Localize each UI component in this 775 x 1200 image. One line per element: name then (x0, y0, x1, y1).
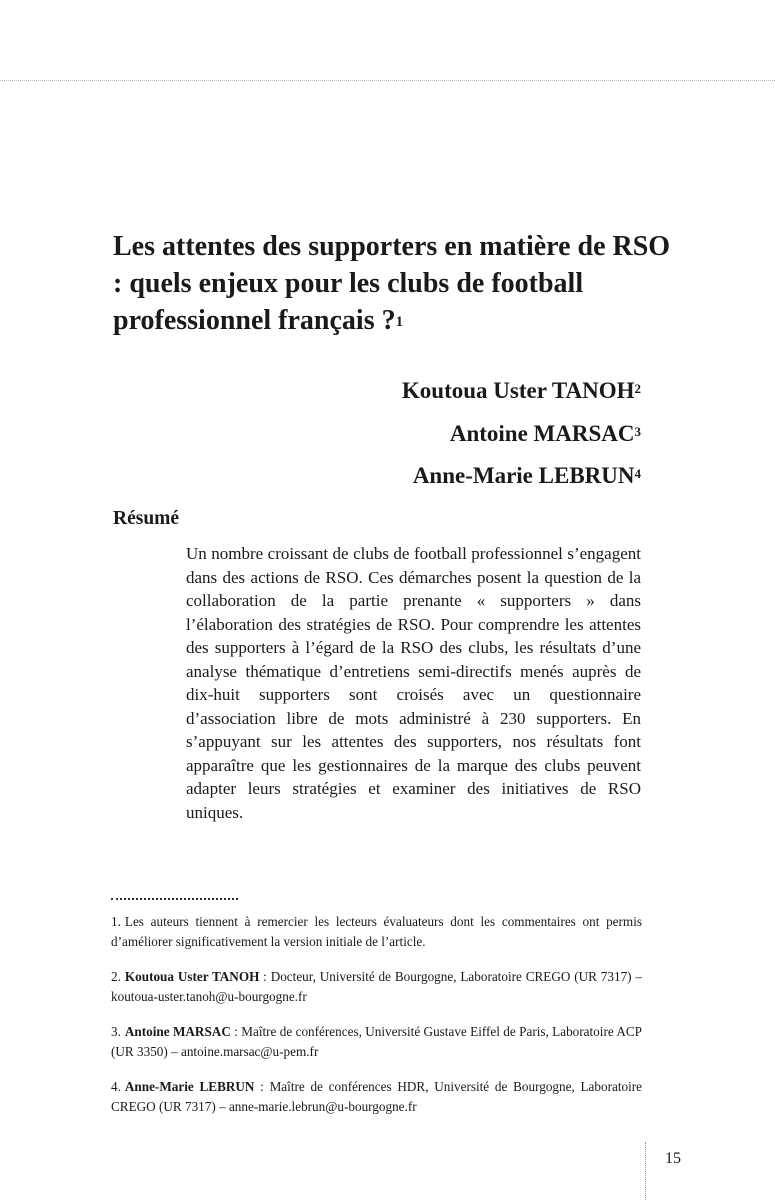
author-line (402, 455, 641, 498)
author-name: Antoine MARSAC (449, 420, 635, 446)
author-footnote-ref[interactable]: 4 (634, 466, 641, 481)
author-footnote-ref[interactable]: 3 (634, 423, 641, 439)
footnote-text: : Maître de conférences HDR, Université de Bourgogne, Laboratoire CREGO (UR 7317) – anne-marie.lebrun@u-bourgogne.fr (111, 1079, 642, 1114)
author-name: Koutoua Uster TANOH (401, 378, 635, 403)
footnote-text: : Maître de conférences, Université Gustave Eiffel de Paris, Laboratoire ACP (UR 3350) – antoine.marsac@u-pem.fr (111, 1024, 642, 1059)
article-title-text: Les attentes des supporters en matière de RSO : quels enjeux pour les clubs de football professionnel français ? (113, 231, 671, 336)
footnote-number: 3. (111, 1024, 121, 1039)
footnote-author-name: Koutoua Uster TANOH (124, 969, 260, 984)
title-footnote-ref[interactable]: 1 (395, 314, 404, 330)
footnote-item (111, 912, 642, 951)
author-footnote-ref[interactable]: 2 (634, 381, 641, 396)
footnote-number: 2. (111, 969, 121, 984)
page-number: 15 (665, 1150, 681, 1167)
header-dotted-rule (0, 80, 775, 81)
article-title (113, 228, 673, 339)
author-line (402, 370, 641, 413)
author-name: Anne-Marie LEBRUN (412, 463, 635, 488)
page-number-rule (645, 1142, 646, 1200)
footnote-number: 1. (111, 914, 121, 929)
footnote-item (111, 1077, 642, 1116)
footnotes (111, 912, 642, 1132)
abstract-heading: Résumé (113, 508, 180, 529)
footnote-text: : Docteur, Université de Bourgogne, Laboratoire CREGO (UR 7317) – koutoua-uster.tanoh@u-bourgogne.fr (111, 969, 642, 1004)
footnote-item (111, 967, 642, 1006)
author-list (402, 370, 641, 498)
footnote-number: 4. (111, 1079, 121, 1094)
footnote-separator (111, 898, 238, 900)
abstract-text: Un nombre croissant de clubs de football professionnel s’engagent dans des actions de RSO. Ces démarches posent la question de la collaboration de la partie prenante « supporters » dans l’élaboration des stratégies de RSO. Pour comprendre les attentes des supporters à l’égard de la RSO des clubs, les résultats d’une analyse thématique d’entretiens semi-directifs menés auprès de dix-huit supporters sont croisés avec un questionnaire d’association libre de mots administré à 230 supporters. En s’appuyant sur les attentes des supporters, nos résultats font apparaître que les gestionnaires de la marque des clubs peuvent adapter leurs stratégies et examiner des initiatives de RSO uniques. (186, 544, 641, 822)
footnote-text: Les auteurs tiennent à remercier les lecteurs évaluateurs dont les commentaires ont permis d’améliorer significativement la version initiale de l’article. (111, 914, 642, 949)
author-line (402, 413, 641, 456)
footnote-item (111, 1022, 642, 1061)
footnote-author-name: Antoine MARSAC (124, 1024, 231, 1039)
footnote-author-name: Anne-Marie LEBRUN (124, 1079, 255, 1094)
